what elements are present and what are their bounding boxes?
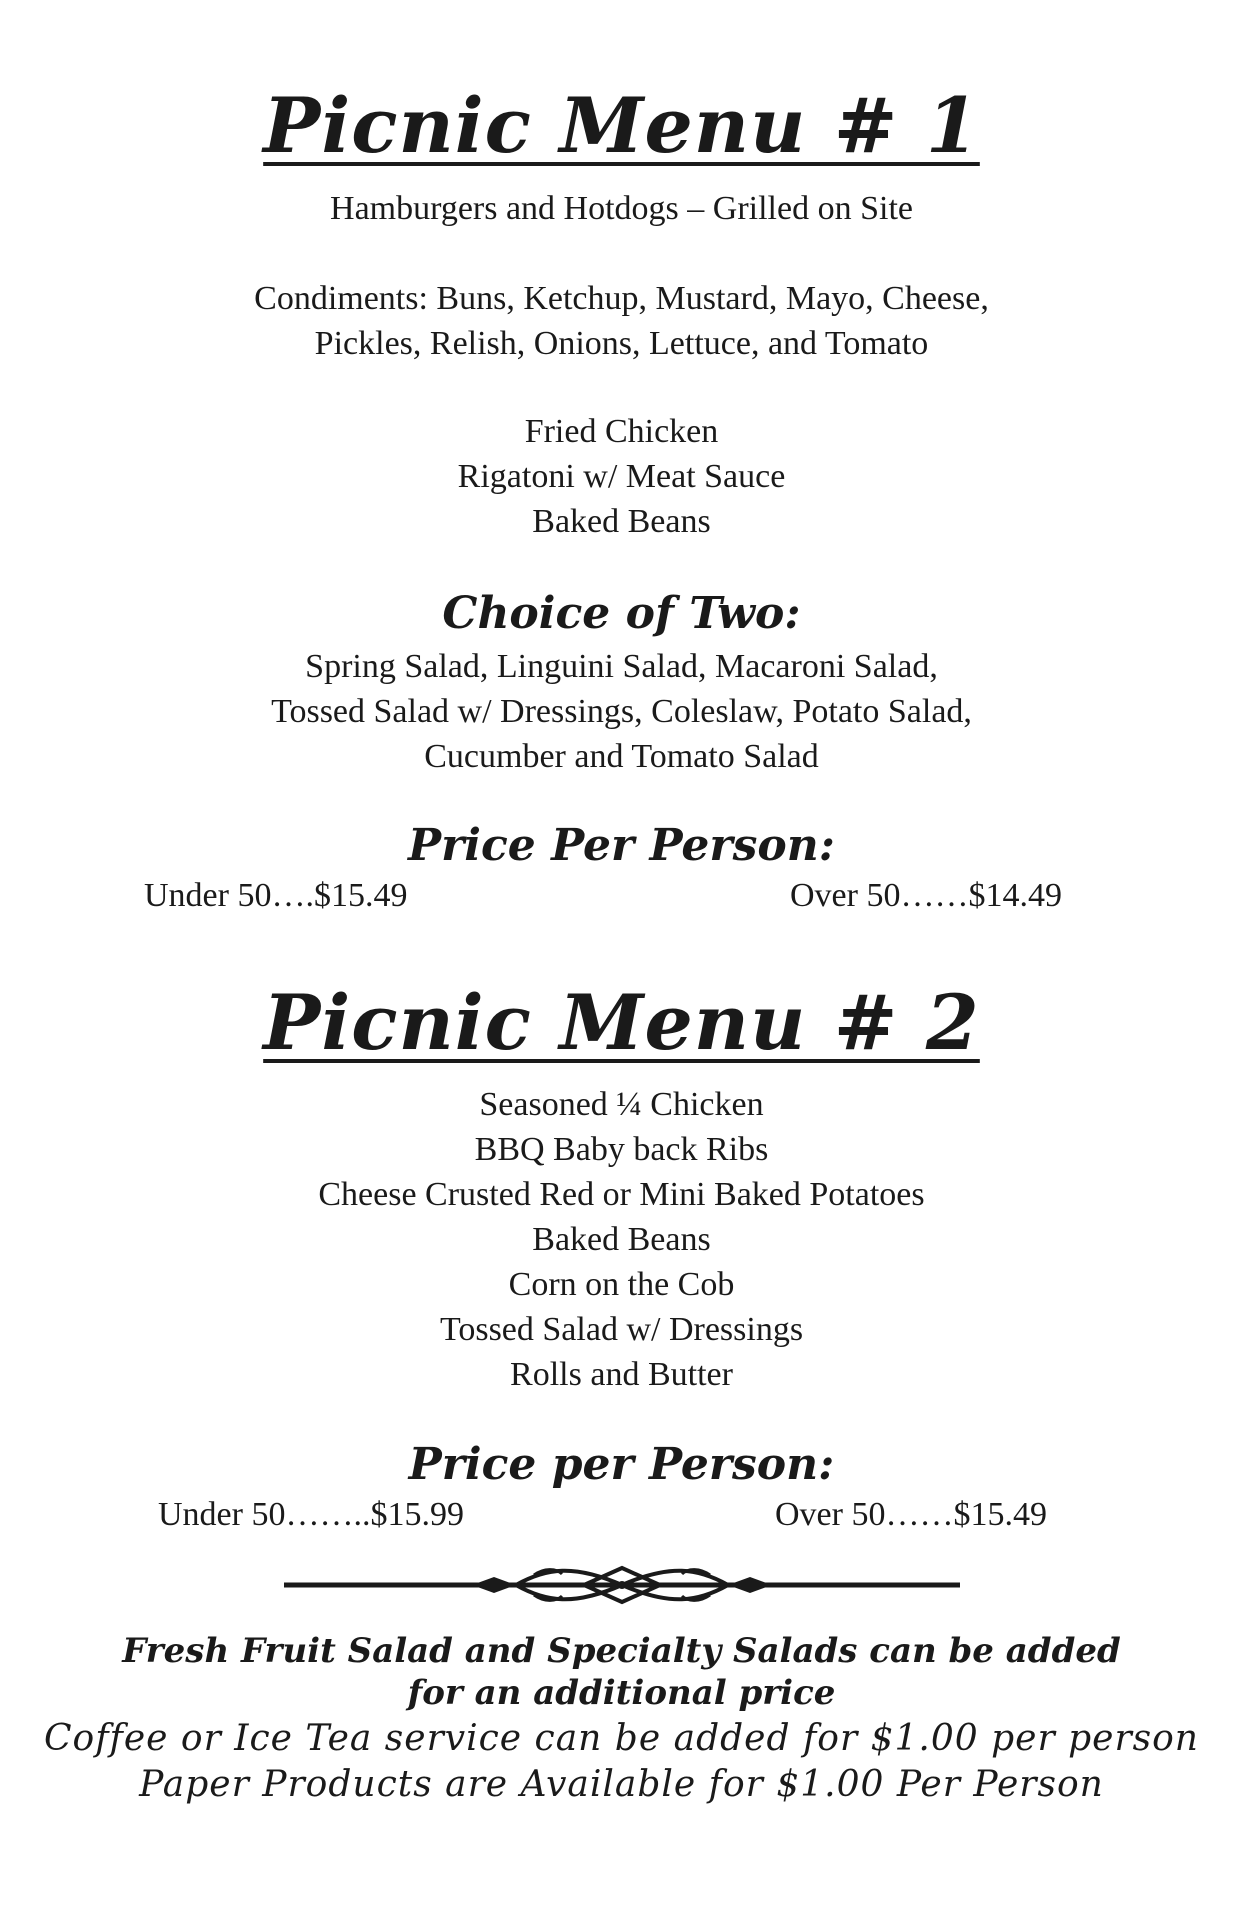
menu1-choice-heading: Choice of Two: xyxy=(442,588,801,639)
menu2-item: Seasoned ¼ Chicken xyxy=(479,1086,764,1123)
menu2-item: Rolls and Butter xyxy=(510,1356,733,1393)
menu2-price-over: Over 50……$15.49 xyxy=(775,1496,1047,1533)
menu1-choices-block xyxy=(0,644,1243,779)
menu2-price-heading-block xyxy=(0,1439,1243,1490)
menu1-main-item: Baked Beans xyxy=(532,503,711,540)
menu1-condiments-block xyxy=(0,276,1243,366)
menu1-main-item: Rigatoni w/ Meat Sauce xyxy=(457,458,786,495)
notes-block xyxy=(0,1630,1243,1808)
fruit-salad-note-continued: for an additional price xyxy=(407,1673,836,1713)
menu1-choice-heading-block xyxy=(0,588,1243,639)
menu2-item: Baked Beans xyxy=(532,1221,711,1258)
coffee-note: Coffee or Ice Tea service can be added for $1.00 per person xyxy=(44,1718,1199,1759)
menu1-condiments-line: Pickles, Relish, Onions, Lettuce, and Tomato xyxy=(314,325,929,362)
paper-products-note: Paper Products are Available for $1.00 Per Person xyxy=(139,1764,1104,1805)
menu2-items-block xyxy=(0,1082,1243,1397)
menu1-grill-block xyxy=(0,186,1243,231)
menu1-condiments-line: Condiments: Buns, Ketchup, Mustard, Mayo, Cheese, xyxy=(254,280,989,317)
menu2-price-under: Under 50……..$15.99 xyxy=(158,1496,464,1533)
menu2-item: Cheese Crusted Red or Mini Baked Potatoes xyxy=(318,1176,925,1213)
menu1-title: Picnic Menu # 1 xyxy=(263,81,980,170)
menu2-item: Corn on the Cob xyxy=(508,1266,735,1303)
menu1-price-under: Under 50….$15.49 xyxy=(144,877,408,914)
menu1-mains-block xyxy=(0,409,1243,544)
menu2-item: Tossed Salad w/ Dressings xyxy=(439,1311,804,1348)
menu2-title: Picnic Menu # 2 xyxy=(263,978,980,1067)
menu1-choice-line: Tossed Salad w/ Dressings, Coleslaw, Potato Salad, xyxy=(271,693,972,730)
ornamental-divider-icon xyxy=(284,1560,960,1610)
menu2-item: BBQ Baby back Ribs xyxy=(474,1131,769,1168)
menu1-price-heading: Price Per Person: xyxy=(408,820,835,871)
menu1-price-heading-block xyxy=(0,820,1243,871)
menu1-choice-line: Spring Salad, Linguini Salad, Macaroni Salad, xyxy=(305,648,938,685)
menu1-price-over: Over 50……$14.49 xyxy=(790,877,1062,914)
menu2-title-block xyxy=(0,978,1243,1067)
menu2-price-heading: Price per Person: xyxy=(408,1439,835,1490)
menu1-grill-line: Hamburgers and Hotdogs – Grilled on Site xyxy=(330,190,913,227)
menu1-main-item: Fried Chicken xyxy=(524,413,719,450)
fruit-salad-note: Fresh Fruit Salad and Specialty Salads can be added xyxy=(122,1631,1121,1671)
menu1-title-block xyxy=(0,81,1243,170)
menu1-choice-line: Cucumber and Tomato Salad xyxy=(424,738,819,775)
